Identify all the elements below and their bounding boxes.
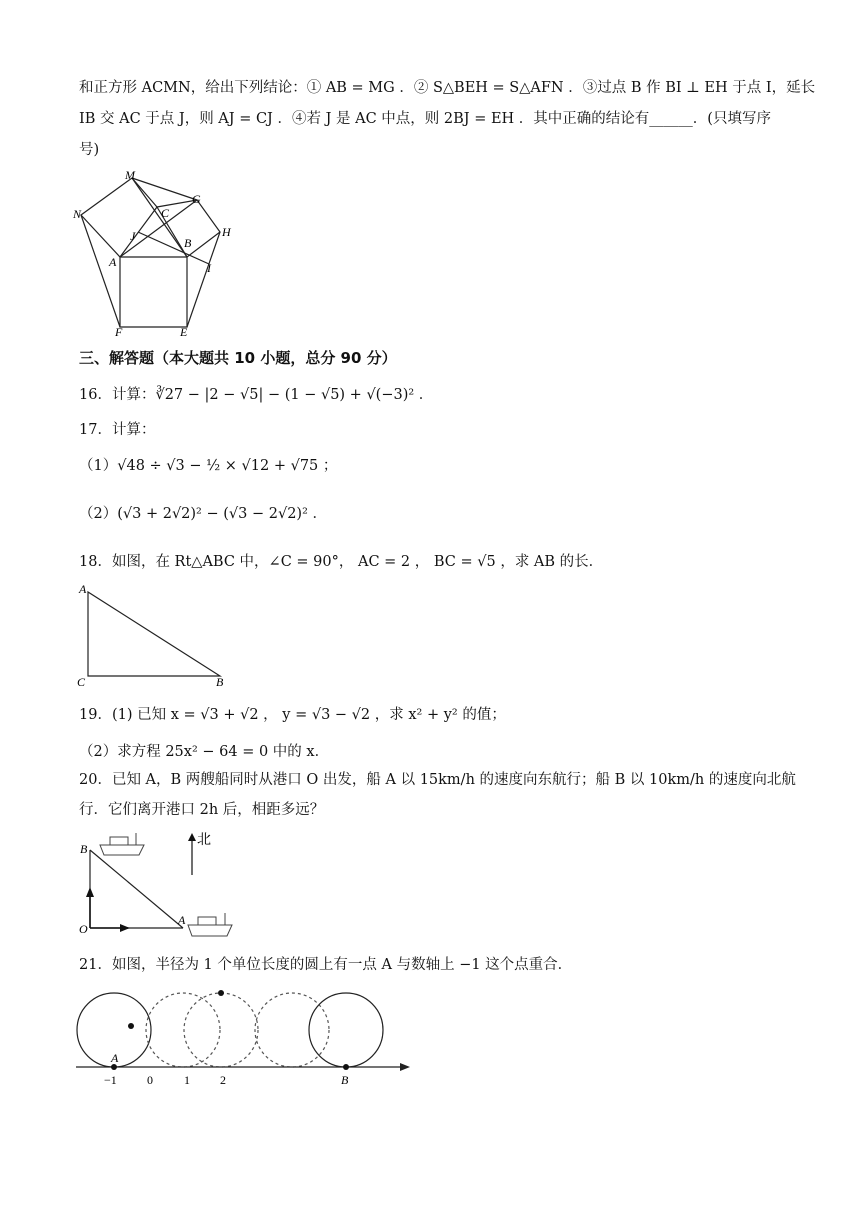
label-C: C xyxy=(161,206,170,220)
label-F: F xyxy=(115,325,123,339)
label-B: B xyxy=(341,1073,349,1087)
q21-text: 21．如图，半径为 1 个单位长度的圆上有一点 A 与数轴上 −1 这个点重合． xyxy=(79,957,573,973)
label-J: J xyxy=(130,229,136,243)
label-B: B xyxy=(184,236,192,250)
ship-icon xyxy=(100,833,144,855)
tick-label-minus-1: −1 xyxy=(104,1073,117,1087)
q15-geometry-figure xyxy=(70,165,250,345)
label-A: A xyxy=(111,1051,119,1065)
q20-text-line-1: 20．已知 A，B 两艘船同时从港口 O 出发，船 A 以 15km/h 的速度向东航行；船 B 以 10km/h 的速度向北航 xyxy=(79,772,796,788)
tick-label-1: 1 xyxy=(184,1073,190,1087)
q17-title: 17．计算： xyxy=(79,422,156,438)
q15-text-line-1: 和正方形 ACMN，给出下列结论：① AB = MG ．② S△BEH = S△AFN ．③过点 B 作 BI ⊥ EH 于点 I，延长 xyxy=(79,80,816,96)
label-N: N xyxy=(73,207,82,221)
label-O: O xyxy=(79,922,88,936)
north-label: 北 xyxy=(197,833,211,848)
tick-label-0: 0 xyxy=(147,1073,153,1087)
section-3-heading: 三、解答题（本大题共 10 小题，总分 90 分） xyxy=(79,349,397,367)
q17-part-1: （1）√48 ÷ √3 − ½ × √12 + √75 ； xyxy=(79,458,338,474)
ship-icon xyxy=(188,913,232,936)
label-C: C xyxy=(77,675,86,689)
q18-triangle-figure xyxy=(70,580,240,690)
label-B: B xyxy=(216,675,224,689)
q21-number-line-figure xyxy=(70,985,415,1090)
q20-ships-figure xyxy=(70,825,260,945)
label-A: A xyxy=(178,913,186,927)
label-H: H xyxy=(222,225,231,239)
label-G: G xyxy=(192,192,201,206)
q19-part-1: 19．(1) 已知 x = √3 + √2 ， y = √3 − √2 ，求 x² + y² 的值； xyxy=(79,707,506,723)
tick-label-2: 2 xyxy=(220,1073,226,1087)
label-A: A xyxy=(79,582,87,596)
q15-text-line-2: IB 交 AC 于点 J，则 AJ = CJ ．④若 J 是 AC 中点，则 2BJ = EH ．其中正确的结论有______．(只填写序 xyxy=(79,111,771,127)
q18-text: 18．如图，在 Rt△ABC 中，∠C = 90°， AC = 2 ， BC = √5 ，求 AB 的长． xyxy=(79,554,604,570)
label-B: B xyxy=(80,842,88,856)
q20-text-line-2: 行．它们离开港口 2h 后，相距多远？ xyxy=(79,802,325,818)
label-A: A xyxy=(109,255,117,269)
q16-text: 16．计算：∛27 − |2 − √5| − (1 − √5) + √(−3)² ． xyxy=(79,387,434,403)
label-M: M xyxy=(125,168,135,182)
q19-part-2: （2）求方程 25x² − 64 = 0 中的 x． xyxy=(79,744,330,760)
label-I: I xyxy=(207,261,211,275)
q17-part-2: （2）(√3 + 2√2)² − (√3 − 2√2)² ． xyxy=(79,506,328,522)
label-E: E xyxy=(180,325,188,339)
q15-text-line-3: 号) xyxy=(79,142,100,158)
